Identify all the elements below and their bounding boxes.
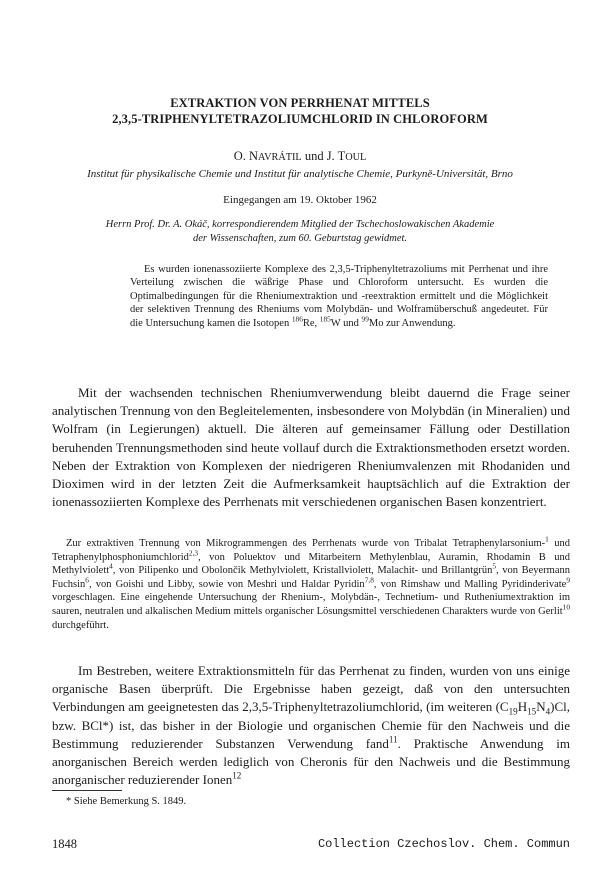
- dedication-line-1: Herrn Prof. Dr. A. Okáč, korrespondierendem Mitglied der Tschechoslowakischen Akademie: [105, 219, 495, 230]
- article-title: [40, 95, 560, 127]
- small-text-6: , von Goishi und Libby, sowie von Meshri und Haldar Pyridin: [88, 578, 365, 590]
- reference-marker: 9: [566, 575, 570, 585]
- reference-marker: 5: [492, 561, 497, 571]
- isotope-mass-re: 186: [291, 314, 303, 324]
- para2-text-5: . Praktische Anwendung im anorganischen Bereich werden lediglich von Cheronis für den Nachweis und die Bestimmung anorganischer reduzierender Ionen: [52, 735, 570, 788]
- affiliation: Institut für physikalische Chemie und Institut für analytische Chemie, Purkyně-Universität, Brno: [87, 168, 513, 180]
- reference-marker: 2,3: [188, 548, 199, 558]
- reference-marker: 11: [388, 734, 398, 745]
- small-print-paragraph: [52, 534, 570, 632]
- para2-text-4: )Cl, bzw. BCl*) ist, das bisher in der Biologie und organischen Chemie für den Nachweis und die Bestimmung reduzierender Substanzen Verwendung fand: [52, 699, 570, 751]
- para2-text-3: N: [536, 699, 546, 715]
- received-date: Eingegangen am 19. Oktober 1962: [223, 194, 377, 206]
- abstract-text: Es wurden ionenassoziierte Komplexe des 2,3,5-Triphenyltetrazoliums mit Perrhenat und ihre Verteilung zwischen die wäßrige Phase und Chloroform untersucht. Es wurden die Optimalbedingungen für die Rheniumextraktion und -reextraktion ermittelt und die Möglichkeit der selektiven Trennung des Rheniums vom Molybdän- und Wolframüberschuß angedeutet. Für die Untersuchung kamen die Isotopen: [130, 264, 548, 329]
- para2-text-2: H: [517, 699, 528, 715]
- small-text-2: und Tetraphenylphosphoniumchlorid: [52, 538, 570, 563]
- dedication: [60, 218, 540, 246]
- reference-marker: 7,8: [364, 575, 374, 585]
- authors-conjunction: und: [301, 149, 327, 163]
- small-text-3: , von Poluektov und Mitarbeitern Methylenblau, Auramin, Rhodamin B und Methylviolett: [52, 551, 570, 577]
- footnote: * Siehe Bemerkung S. 1849.: [66, 796, 187, 807]
- author-1-initial: O. N: [233, 149, 259, 163]
- body-paragraph-2: [52, 662, 570, 789]
- small-text-5: , von Beyermann Fuchsin: [52, 565, 570, 590]
- reference-marker: 4: [109, 561, 113, 571]
- footnote-rule: [52, 790, 122, 791]
- isotope-element-re: Re,: [302, 317, 320, 329]
- small-text-1: Zur extraktiven Trennung von Mikrogrammengen des Perrhenats wurde von Tribalat Tetraphenylarsonium-: [66, 538, 546, 549]
- author-2-surname: OUL: [345, 152, 367, 163]
- small-text-8: vorgeschlagen. Eine eingehende Untersuchung der Rhenium-, Molybdän-, Technetium- und Rutheniumextraktion im sauren, neutralen und alkalischen Medium mittels organischer Lösungsmittel verschiedenen Charakters wurde von Gerlit: [52, 592, 570, 617]
- reference-marker: 12: [232, 770, 242, 781]
- reference-marker: 1: [545, 534, 549, 544]
- title-line-2: 2,3,5-TRIPHENYLTETRAZOLIUMCHLORID IN CHLOROFORM: [112, 112, 488, 126]
- dedication-line-2: der Wissenschaften, zum 60. Geburtstag gewidmet.: [192, 233, 408, 244]
- small-text-7: , von Rimshaw und Malling Pyridinderivate: [373, 578, 567, 590]
- formula-subscript: 15: [527, 707, 537, 717]
- isotope-element-w: W und: [330, 317, 362, 329]
- page-number: 1848: [52, 837, 77, 851]
- body-paragraph-1: Mit der wachsenden technischen Rheniumverwendung bleibt dauernd die Frage seiner analytischen Trennung von den Begleitelementen, insbesondere von Molybdän (in Mineralien) und Wolfram (in Legierungen) aktuell. Die älteren auf gemeinsamer Fällung oder Destillation beruhenden Trennungsmethoden sind heute vollauf durch die Extraktionsmethoden ersetzt worden. Neben der Extraktion von Komplexen der niedrigeren Rheniumvalenzen mit Rhodaniden und Dioximen wird in der letzten Zeit die Aufmerksamkeit hauptsächlich auf die Extraktion der ionenassoziierten Komplexe des Perrhenats mit verschiedenen organischen Basen konzentriert.: [52, 385, 570, 510]
- isotope-mass-mo: 99: [361, 314, 369, 324]
- small-text-4: , von Pilipenko und Obolončik Methylviolett, Kristallviolett, Malachit- und Brillantgrün: [112, 565, 493, 577]
- reference-marker: 6: [85, 575, 89, 585]
- formula-subscript: 4: [545, 707, 551, 717]
- small-text-9: durchgeführt.: [52, 619, 109, 631]
- abstract: [130, 263, 548, 330]
- formula-subscript: 19: [508, 707, 518, 717]
- isotope-mass-w: 185: [319, 314, 331, 324]
- reference-marker: 10: [562, 602, 570, 612]
- title-line-1: EXTRAKTION VON PERRHENAT MITTELS: [170, 96, 430, 110]
- para2-text-1: Im Bestreben, weitere Extraktionsmitteln für das Perrhenat zu finden, wurden von uns einige organische Basen überprüft. Die Ergebnisse haben gezeigt, daß von den untersuchten Verbindungen am geeignetesten das 2,3,5-Triphenyltetrazoliumchlorid, (im weiteren (C: [52, 663, 570, 715]
- authors: [40, 148, 560, 166]
- running-footer-journal: Collection Czechoslov. Chem. Commun: [317, 837, 570, 851]
- author-1-surname: AVRÁTIL: [258, 152, 302, 163]
- author-2-initial: J. T: [326, 149, 346, 163]
- isotope-element-mo: Mo zur Anwendung.: [368, 317, 456, 329]
